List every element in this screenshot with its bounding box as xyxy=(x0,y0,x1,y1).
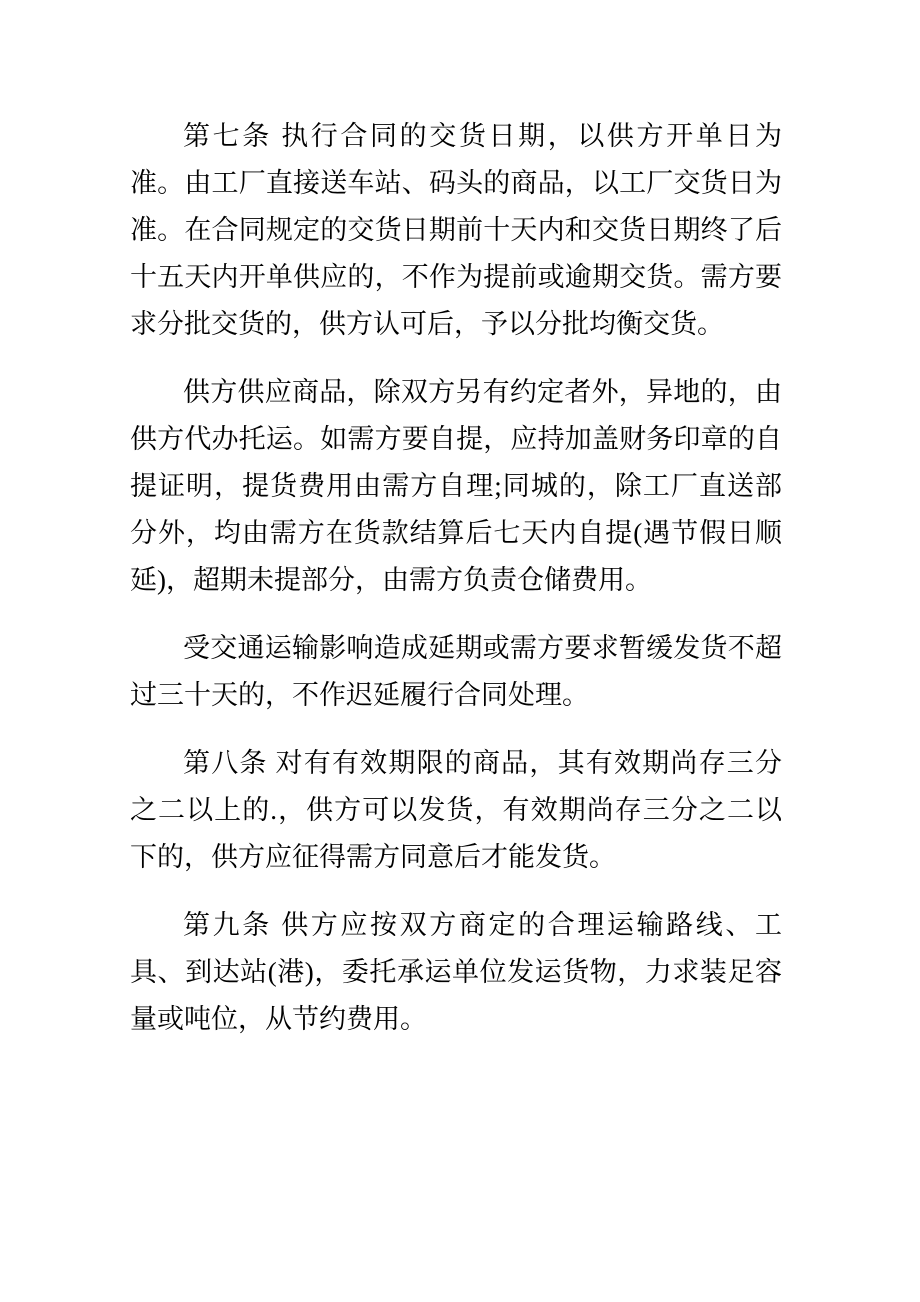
paragraph-article-7: 第七条 执行合同的交货日期，以供方开单日为准。由工厂直接送车站、码头的商品，以工厂交货日为准。在合同规定的交货日期前十天内和交货日期终了后十五天内开单供应的，不作为提前或逾期交货。需方要求分批交货的，供方认可后，予以分批均衡交货。 xyxy=(130,121,782,339)
document-body xyxy=(130,113,782,1043)
paragraph-article-9: 第九条 供方应按双方商定的合理运输路线、工具、到达站(港)，委托承运单位发运货物，力求装足容量或吨位，从节约费用。 xyxy=(130,910,782,1034)
paragraph-article-8: 第八条 对有有效期限的商品，其有效期尚存三分之二以上的.，供方可以发货，有效期尚存三分之二以下的，供方应征得需方同意后才能发货。 xyxy=(130,748,782,872)
paragraph-transport-delay-terms: 受交通运输影响造成延期或需方要求暂缓发货不超过三十天的，不作迟延履行合同处理。 xyxy=(130,633,782,710)
paragraph-delivery-pickup-terms: 供方供应商品，除双方另有约定者外，异地的，由供方代办托运。如需方要自提，应持加盖财务印章的自提证明，提货费用由需方自理;同城的，除工厂直送部分外，均由需方在货款结算后七天内自提(遇节假日顺延)，超期未提部分，由需方负责仓储费用。 xyxy=(130,377,782,595)
